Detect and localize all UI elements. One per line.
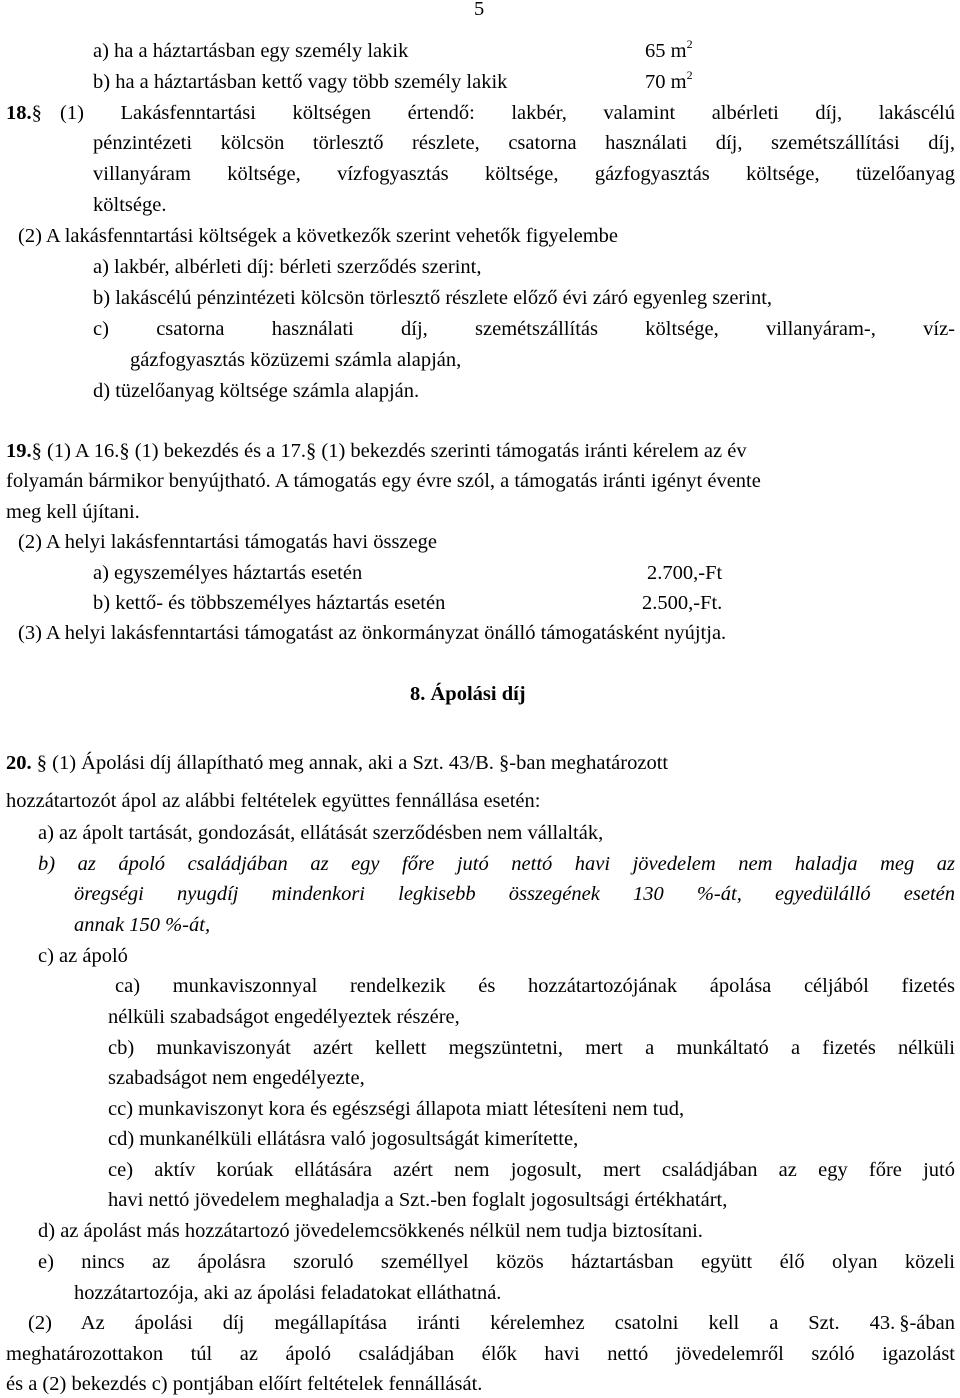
s20-ca-line2: nélküli szabadságot engedélyeztek részére, xyxy=(108,1006,460,1028)
s18-p1-line4: költsége. xyxy=(93,194,167,216)
s20-l1b: -ban meghatározott xyxy=(509,752,669,774)
s18-p2-intro: (2) A lakásfenntartási költségek a következők szerint vehetők figyelembe xyxy=(18,225,618,247)
s18-item-a: a) lakbér, albérleti díj: bérleti szerződés szerint, xyxy=(93,256,482,278)
s20-d: d) az ápolást más hozzátartozó jövedelemcsökkenés nélkül nem tudja biztosítani. xyxy=(38,1220,703,1242)
section-sign: § xyxy=(31,102,42,124)
s20-b-line3: annak 150 %-át, xyxy=(74,914,211,936)
s20-c: c) az ápoló xyxy=(38,945,128,967)
s18-number xyxy=(6,100,42,126)
area-item-b xyxy=(93,69,507,95)
s20-l1a: (1) Ápolási díj állapítható meg annak, aki a Szt. 43/B. xyxy=(52,752,494,774)
s18-item-c-cont: gázfogyasztás közüzemi számla alapján, xyxy=(130,349,462,371)
area-item-b-label: b) ha a háztartásban kettő vagy több személy lakik xyxy=(93,71,508,93)
s19-p2: (2) A helyi lakásfenntartási támogatás havi összege xyxy=(18,531,437,553)
s20-ce-line2: havi nettó jövedelem meghaladja a Szt.-ben foglalt jogosultsági értékhatárt, xyxy=(108,1189,728,1211)
s19-a-value: 2.700,-Ft xyxy=(647,562,723,584)
section-sign: § xyxy=(36,752,47,774)
s19-line1 xyxy=(6,438,747,464)
s18-num: 18. xyxy=(6,102,32,124)
s19-b-value: 2.500,-Ft. xyxy=(642,592,723,614)
s18-p1-line3: villanyáram költsége, vízfogyasztás költsége, gázfogyasztás költsége, tüzelőanyag xyxy=(93,163,955,185)
s20-p2a: (2) Az ápolási díj megállapítása iránti kérelemhez csatolni kell a Szt. 43. xyxy=(28,1312,896,1334)
area-item-a xyxy=(93,38,408,64)
s19-line3: meg kell újítani. xyxy=(6,501,140,523)
s20-line1 xyxy=(6,750,668,776)
s20-ce-line1: ce) aktív korúak ellátására azért nem jogosult, mert családjában az egy főre jutó xyxy=(108,1159,955,1181)
s20-p2-line3: és a (2) bekezdés c) pontjában előírt feltételek fennállását. xyxy=(6,1373,483,1395)
s20-cd: cd) munkanélküli ellátásra való jogosultságát kimerítette, xyxy=(108,1128,579,1150)
s20-num: 20. xyxy=(6,752,32,774)
s19-b-label: b) kettő- és többszemélyes háztartás esetén xyxy=(93,592,446,614)
s19-p3: (3) A helyi lakásfenntartási támogatást az önkormányzat önálló támogatásként nyújtja. xyxy=(18,622,727,644)
s20-ca-line1: ca) munkaviszonnyal rendelkezik és hozzátartozójának ápolása céljából fizetés xyxy=(115,975,955,997)
area-a-sup: 2 xyxy=(686,37,693,51)
s20-p2b: -ában xyxy=(909,1312,955,1334)
s18-p1-line2: pénzintézeti kölcsön törlesztő részlete, csatorna használati díj, szemétszállítási díj, xyxy=(93,132,955,154)
section-sign: § xyxy=(119,440,130,462)
s19-a-label: a) egyszemélyes háztartás esetén xyxy=(93,562,363,584)
s18-item-b: b) lakáscélú pénzintézeti kölcsön törlesztő részlete előző évi záró egyenleg szerint, xyxy=(93,287,773,309)
s20-cb-line1: cb) munkaviszonyát azért kellett megszüntetni, mert a munkáltató a fizetés nélküli xyxy=(108,1037,955,1059)
area-b-sup: 2 xyxy=(686,68,693,82)
s19-l1: (1) A 16. xyxy=(47,440,120,462)
area-item-a-label: a) ha a háztartásban egy személy lakik xyxy=(93,40,409,62)
s19-l1b: (1) bekezdés és a 17. xyxy=(134,440,307,462)
s18-item-c: c) csatorna használati díj, szemétszállítás költsége, villanyáram-, víz- xyxy=(93,318,955,340)
section-sign: § xyxy=(31,440,42,462)
s20-b-line2: öregségi nyugdíj mindenkori legkisebb összegének 130 %-át, egyedülálló esetén xyxy=(74,883,955,905)
s20-a: a) az ápolt tartását, gondozását, ellátását szerződésben nem vállalták, xyxy=(38,822,604,844)
section-sign: § xyxy=(899,1312,910,1334)
area-item-a-value xyxy=(645,38,693,64)
s20-cc: cc) munkaviszonyt kora és egészségi állapota miatt létesíteni nem tud, xyxy=(108,1098,685,1120)
s19-line2: folyamán bármikor benyújtható. A támogatás egy évre szól, a támogatás iránti igényt évente xyxy=(6,470,761,492)
s19-num: 19. xyxy=(6,440,32,462)
s18-p1-line1: (1) Lakásfenntartási költségen értendő: lakbér, valamint albérleti díj, lakáscélú xyxy=(60,102,955,124)
area-item-b-value xyxy=(645,69,693,95)
s18-item-d: d) tüzelőanyag költsége számla alapján. xyxy=(93,380,420,402)
s20-p2-line2: meghatározottakon túl az ápoló családjában élők havi nettó jövedelemről szóló igazolást xyxy=(6,1343,955,1365)
section-sign: § xyxy=(499,752,510,774)
s20-line2: hozzátartozót ápol az alábbi feltételek együttes fennállása esetén: xyxy=(6,790,541,812)
section-title: 8. Ápolási díj xyxy=(410,683,526,705)
s19-l1c: (1) bekezdés szerinti támogatás iránti kérelem az év xyxy=(321,440,747,462)
area-b-value: 70 m xyxy=(645,71,687,93)
s20-cb-line2: szabadságot nem engedélyezte, xyxy=(108,1067,365,1089)
s20-p2-line1 xyxy=(28,1310,955,1336)
s20-b-line1: b) az ápoló családjában az egy főre jutó nettó havi jövedelem nem haladja meg az xyxy=(38,853,955,875)
page-number: 5 xyxy=(474,0,485,20)
s20-e-line1: e) nincs az ápolásra szoruló személlyel közös háztartásban együtt élő olyan közeli xyxy=(38,1251,955,1273)
s20-e-line2: hozzátartozója, aki az ápolási feladatokat elláthatná. xyxy=(74,1282,502,1304)
area-a-value: 65 m xyxy=(645,40,687,62)
s20-p2-tail xyxy=(899,1310,955,1336)
section-sign: § xyxy=(306,440,317,462)
